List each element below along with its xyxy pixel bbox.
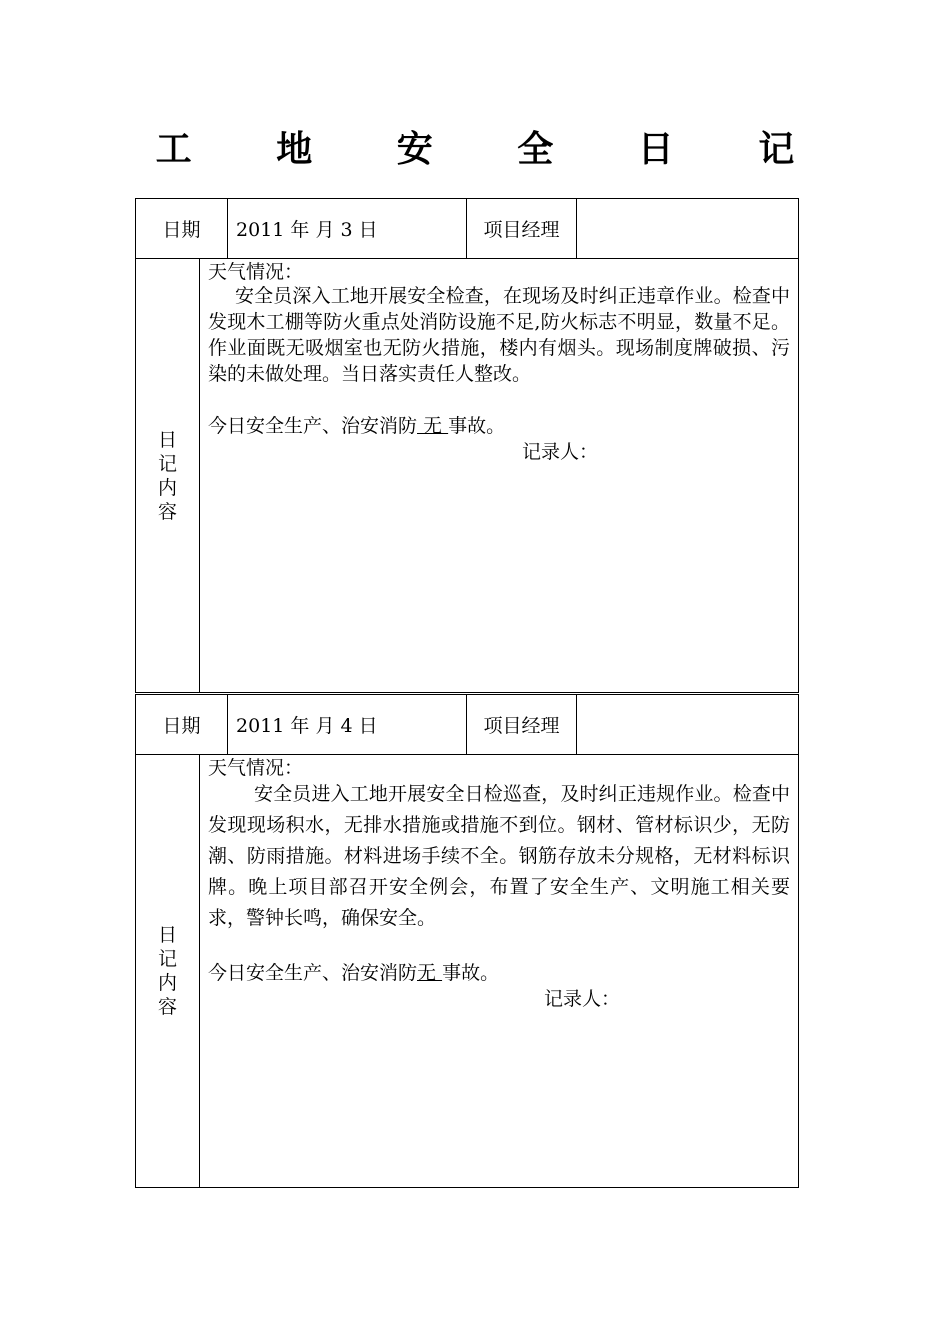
diary-body-text: 安全员进入工地开展安全日检巡查，及时纠正违规作业。检查中发现现场积水，无排水措施或措施不到位。钢材、管材标识少，无防潮、防雨措施。材料进场手续不全。钢筋存放未分规格，无材料标识牌。晚上项目部召开安全例会，布置了安全生产、文明施工相关要求，警钟长鸣，确保安全。 <box>208 783 791 929</box>
summary-suffix: 事故。 <box>448 415 506 437</box>
date-value[interactable]: 2011 年 月 4 日 <box>228 695 467 755</box>
side-label-cell <box>136 755 200 1188</box>
diary-entry-table <box>135 198 799 693</box>
date-label: 日期 <box>136 199 228 259</box>
diary-content-label: 日 记 内 容 <box>157 924 177 1018</box>
recorder-label: 记录人： <box>522 441 599 463</box>
summary-suffix: 事故。 <box>442 962 500 984</box>
summary-prefix: 今日安全生产、治安消防 <box>208 415 418 437</box>
diary-content-cell[interactable] <box>200 755 799 1188</box>
diary-entry-table <box>135 694 799 1188</box>
recorder-label: 记录人： <box>544 988 621 1010</box>
daily-summary <box>208 960 790 986</box>
accident-value[interactable]: 无 <box>417 415 449 437</box>
side-label-cell <box>136 259 200 693</box>
diary-content-label: 日 记 内 容 <box>157 428 177 523</box>
diary-content-cell[interactable] <box>200 259 799 693</box>
entry-body-row <box>136 755 799 1188</box>
accident-value[interactable]: 无 <box>417 962 443 984</box>
weather-label: 天气情况： <box>208 757 304 779</box>
project-manager-label: 项目经理 <box>467 695 577 755</box>
diary-body-text: 安全员深入工地开展安全检查，在现场及时纠正违章作业。检查中发现木工棚等防火重点处消防设施不足,防火标志不明显，数量不足。作业面既无吸烟室也无防火措施，楼内有烟头。现场制度牌破损、污染的未做处理。当日落实责任人整改。 <box>208 285 791 385</box>
weather-label: 天气情况： <box>208 261 304 283</box>
daily-summary <box>208 413 790 439</box>
project-manager-value[interactable] <box>577 695 799 755</box>
project-manager-value[interactable] <box>577 199 799 259</box>
date-label: 日期 <box>136 695 228 755</box>
entry-header-row <box>136 199 799 259</box>
entry-header-row <box>136 695 799 755</box>
date-value[interactable]: 2011 年 月 3 日 <box>228 199 467 259</box>
entry-body-row <box>136 259 799 693</box>
project-manager-label: 项目经理 <box>467 199 577 259</box>
summary-prefix: 今日安全生产、治安消防 <box>208 962 418 984</box>
page-title: 工 地 安 全 日 记 <box>155 129 831 170</box>
